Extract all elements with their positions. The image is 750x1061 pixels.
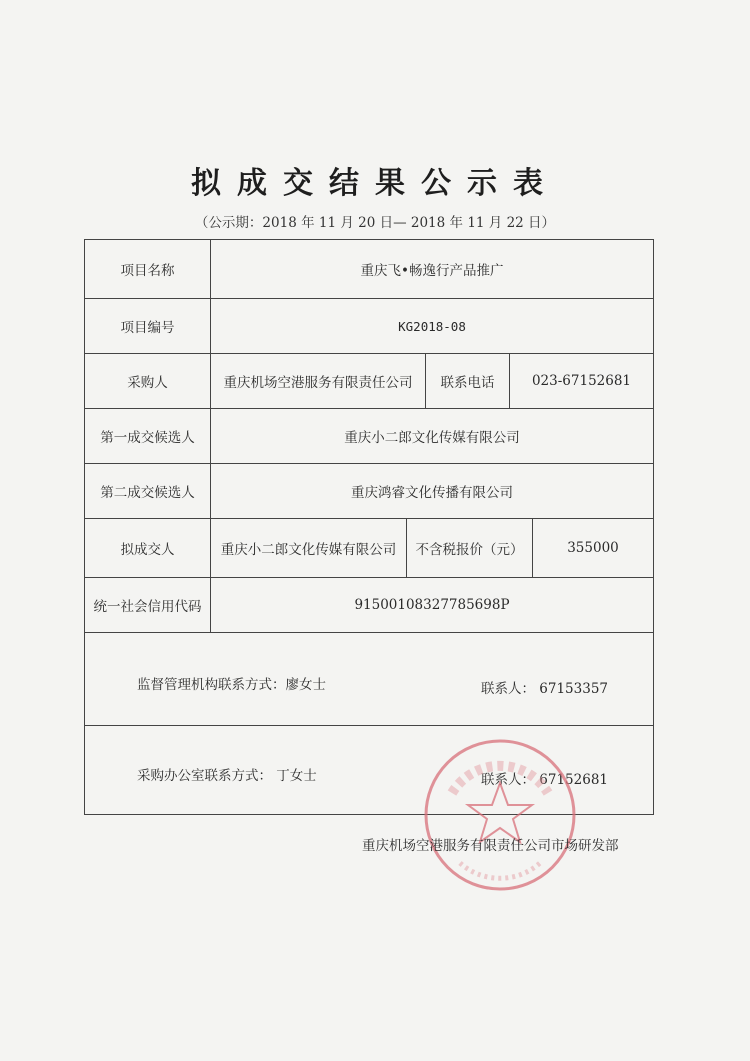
office-contact: 联系人： 67152681: [481, 772, 609, 788]
proposed-value: 重庆小二郎文化传媒有限公司: [211, 519, 407, 577]
project-name-label: 项目名称: [85, 240, 211, 298]
row-supervision: [84, 632, 654, 726]
project-no-value: KG2018-08: [398, 318, 466, 334]
row-second-candidate: [84, 463, 654, 519]
row-proposed: [84, 518, 654, 578]
buyer-label: 采购人: [85, 354, 211, 408]
phone-value: 023-67152681: [531, 373, 632, 389]
row-project-name: [84, 239, 654, 299]
row-credit-code: [84, 577, 654, 633]
footer-department: 重庆机场空港服务有限责任公司市场研发部: [362, 838, 619, 854]
first-candidate-value: 重庆小二郎文化传媒有限公司: [344, 430, 520, 446]
supervision-label: 监督管理机构联系方式：廖女士: [137, 677, 326, 693]
supervision-contact: 联系人： 67153357: [481, 681, 609, 697]
credit-code-value: 91500108327785698P: [354, 597, 510, 613]
proposed-label: 拟成交人: [85, 519, 211, 577]
second-candidate-value: 重庆鸿睿文化传播有限公司: [351, 485, 513, 501]
project-no-label: 项目编号: [85, 299, 211, 353]
row-project-no: [84, 298, 654, 354]
company-seal-icon: [420, 735, 580, 895]
page-title: 拟成交结果公示表: [191, 166, 559, 201]
publicity-period: （公示期：2018 年 11 月 20 日— 2018 年 11 月 22 日）: [194, 215, 556, 231]
row-first-candidate: [84, 408, 654, 464]
office-label: 采购办公室联系方式： 丁女士: [137, 768, 317, 784]
project-name-value: 重庆飞•畅逸行产品推广: [360, 263, 504, 279]
first-candidate-label: 第一成交候选人: [85, 409, 211, 463]
second-candidate-label: 第二成交候选人: [85, 464, 211, 518]
row-buyer: [84, 353, 654, 409]
buyer-value: 重庆机场空港服务有限责任公司: [211, 354, 426, 408]
credit-code-label: 统一社会信用代码: [85, 578, 211, 632]
phone-label: 联系电话: [426, 354, 510, 408]
price-value: 355000: [567, 540, 619, 556]
price-label: 不含税报价（元）: [407, 519, 533, 577]
